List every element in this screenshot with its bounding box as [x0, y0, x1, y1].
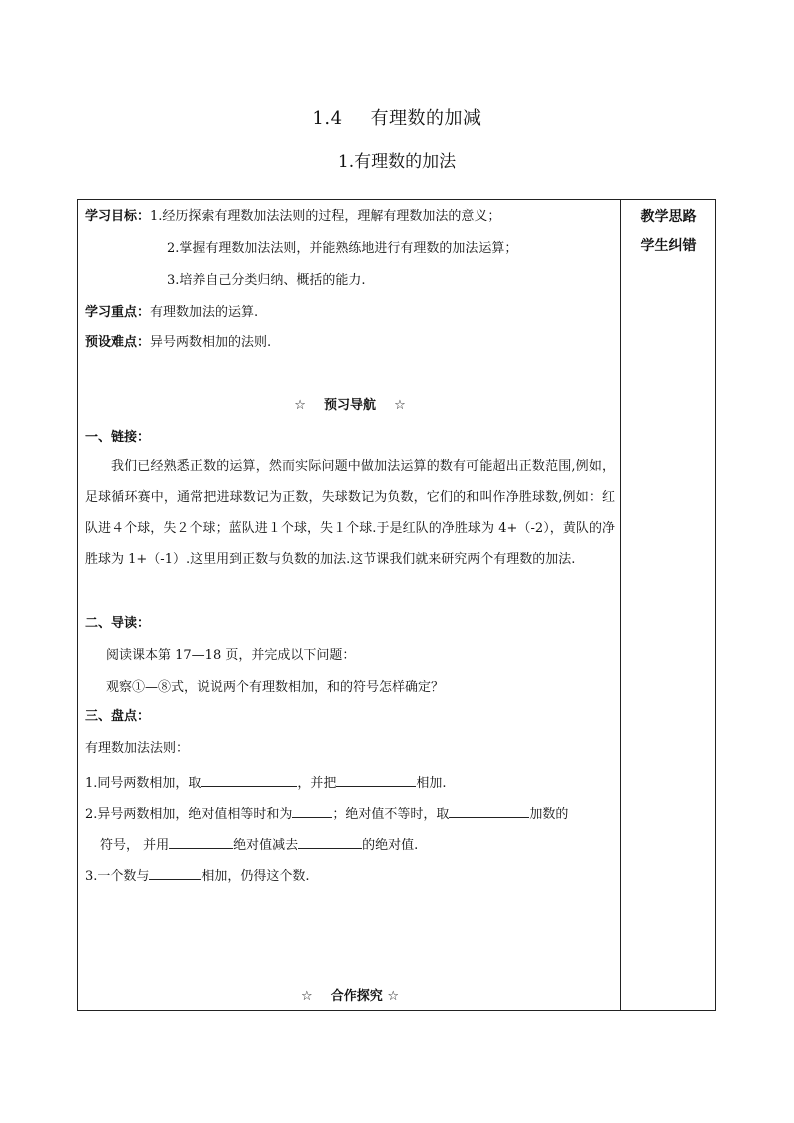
- rule3-text-b: 相加，仍得这个数.: [201, 869, 310, 884]
- rule1-text-c: 相加.: [416, 776, 447, 791]
- rule-1: [85, 772, 615, 793]
- side-label-correction: 学生纠错: [640, 238, 697, 254]
- column-divider: [620, 199, 621, 1011]
- rule1-text-a: 1.同号两数相加，取: [85, 776, 202, 791]
- objective-item-2: 2.掌握有理数加法法则，并能熟练地进行有理数的加法运算；: [167, 241, 518, 256]
- rule2-text-c: 加数的: [529, 807, 569, 822]
- lesson-subtitle: 1.有理数的加法: [337, 152, 457, 172]
- objectives-label: 学习目标：: [85, 209, 151, 224]
- preview-heading-text: 预习导航: [323, 398, 376, 413]
- difficulty-label: 预设难点：: [85, 335, 151, 350]
- fill-blank[interactable]: [298, 834, 362, 849]
- objective-1: [85, 208, 615, 226]
- section-number: 1.4: [312, 108, 343, 129]
- fill-blank[interactable]: [449, 803, 529, 818]
- focus-text: 有理数加法的运算.: [150, 305, 259, 320]
- star-icon: ☆: [301, 989, 313, 1004]
- side-label-teaching: 教学思路: [640, 209, 697, 225]
- rule-3: [85, 865, 615, 886]
- fill-blank[interactable]: [169, 834, 233, 849]
- focus-label: 学习重点：: [85, 305, 151, 320]
- rule2-text-b: ；绝对值不等时，取: [332, 807, 450, 822]
- rule-2-line2: [100, 834, 615, 855]
- preview-heading: [85, 397, 615, 415]
- section2-line2: 观察①—⑧式，说说两个有理数相加，和的符号怎样确定？: [106, 680, 445, 695]
- fill-blank[interactable]: [201, 772, 297, 787]
- section2-line1: 阅读课本第 17—18 页，并完成以下问题：: [106, 648, 356, 663]
- rule3-text-a: 3.一个数与: [85, 869, 150, 884]
- section-title: [0, 104, 794, 130]
- rule2-text-a: 2.异号两数相加，绝对值相等时和为: [85, 807, 293, 822]
- rule2-text-e: 绝对值减去: [233, 838, 299, 853]
- section1-paragraph: 我们已经熟悉正数的运算，然而实际问题中做加法运算的数有可能超出正数范围,例如，足球循环赛中，通常把进球数记为正数，失球数记为负数，它们的和叫作净胜球数,例如：红队进４个球，失２个球；蓝队进１个球，失１个球.于是红队的净胜球为 4+（-2），黄队的净胜球为 1+（-1）.这里用到正数与负数的加法.这节课我们就来研究两个有理数的加法.: [85, 459, 615, 567]
- explore-heading-text: 合作探究: [330, 989, 383, 1004]
- rule1-text-b: ，并把: [297, 776, 337, 791]
- star-icon: ☆: [394, 398, 406, 413]
- rules-title: 有理数加法法则：: [85, 741, 190, 756]
- difficulty-text: 异号两数相加的法则.: [150, 335, 272, 350]
- section2-heading: 二、导读：: [85, 616, 151, 631]
- objective-item-3: 3.培养自己分类归纳、概括的能力.: [167, 273, 366, 288]
- focus-row: [85, 304, 615, 322]
- section-title-text: 有理数的加减: [370, 108, 482, 129]
- fill-blank[interactable]: [336, 772, 416, 787]
- star-icon: ☆: [387, 989, 399, 1004]
- fill-blank[interactable]: [292, 803, 332, 818]
- objective-item-1: 1.经历探索有理数加法法则的过程，理解有理数加法的意义；: [150, 209, 501, 224]
- difficulty-row: [85, 334, 615, 352]
- rule-2-line1: [85, 803, 615, 824]
- section1-heading: 一、链接：: [85, 430, 151, 445]
- explore-heading: [85, 988, 615, 1006]
- rule2-text-f: 的绝对值.: [362, 838, 419, 853]
- star-icon: ☆: [294, 398, 306, 413]
- fill-blank[interactable]: [149, 865, 201, 880]
- section3-heading: 三、盘点：: [85, 709, 151, 724]
- rule2-text-d: 符号， 并用: [100, 838, 170, 853]
